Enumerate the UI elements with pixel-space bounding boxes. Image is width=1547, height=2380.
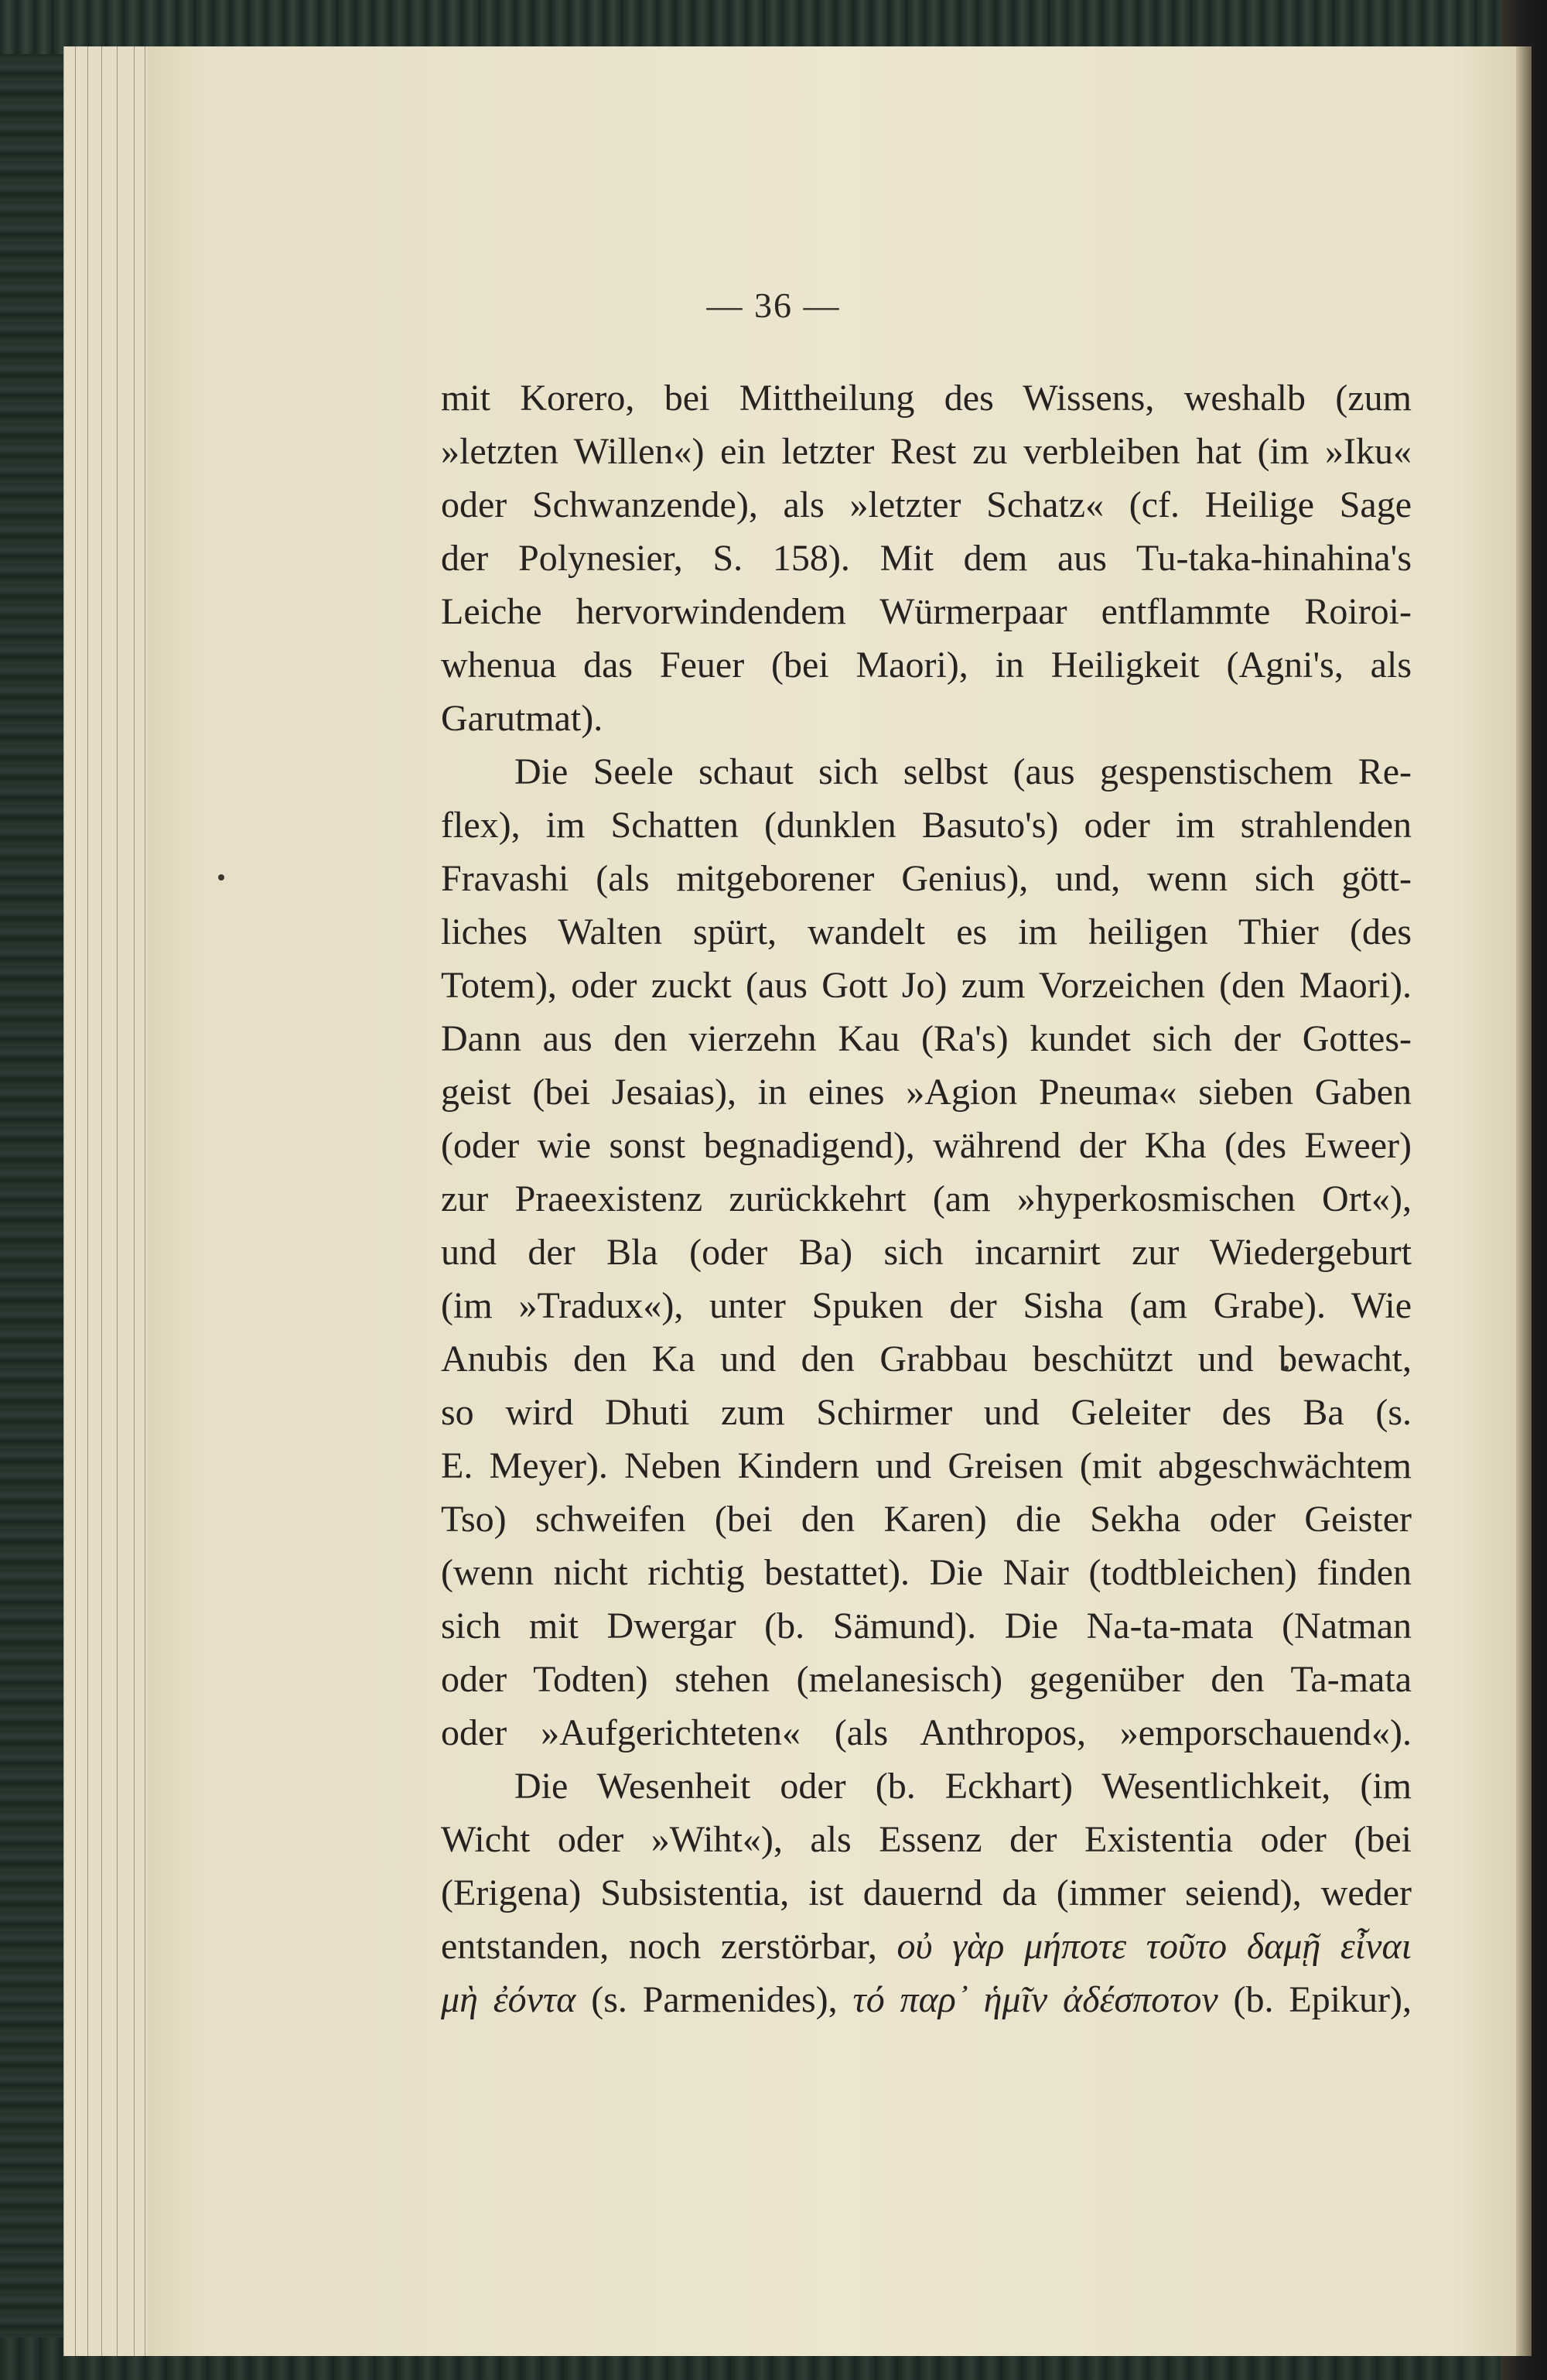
text-line: liches Walten spürt, wandelt es im heiligen Thier (des [441,911,1412,952]
text-line: mit Korero, bei Mittheilung des Wissens, weshalb (zum [441,378,1412,419]
text-line: whenua das Feuer (bei Maori), in Heiligkeit (Agni's, als [441,645,1412,686]
text-span: (s. Parmenides), [575,1979,853,2020]
page-leaf [134,46,135,2356]
text-line: Die Seele schaut sich selbst (aus gespenstischem Re- [514,751,1412,792]
text-line: (Erigena) Subsistentia, ist dauernd da (immer seiend), weder [441,1872,1412,1913]
text-line: oder Todten) stehen (melanesisch) gegenüber den Ta-mata [441,1659,1412,1700]
ink-speck [218,874,224,881]
text-line: Dann aus den vierzehn Kau (Ra's) kundet sich der Gottes- [441,1018,1412,1059]
text-line: zur Praeexistenz zurückkehrt (am »hyperkosmischen Ort«), [441,1178,1412,1219]
text-span: (b. Epikur), [1217,1979,1412,2020]
book-binding [0,0,73,2380]
text-line: Wicht oder »Wiht«), als Essenz der Existentia oder (bei [441,1819,1412,1860]
text-line: und der Bla (oder Ba) sich incarnirt zur Wiedergeburt [441,1232,1412,1273]
text-line: Fravashi (als mitgeborener Genius), und, wenn sich gött- [441,858,1412,899]
text-line: oder Schwanzende), als »letzter Schatz« (cf. Heilige Sage [441,484,1412,525]
greek-quote: μὴ ἐόντα [441,1979,576,2020]
text-line [441,1973,1412,2026]
page-leaf [87,46,88,2356]
text-line: flex), im Schatten (dunklen Basuto's) oder im strahlenden [441,805,1412,846]
text-line: Leiche hervorwindendem Würmerpaar entflammte Roiroi- [441,591,1412,632]
page-number: — 36 — [706,286,841,325]
text-line: Tso) schweifen (bei den Karen) die Sekha oder Geister [441,1499,1412,1540]
text-line: geist (bei Jesaias), in eines »Agion Pneuma« sieben Gaben [441,1072,1412,1113]
text-line: Die Wesenheit oder (b. Eckhart) Wesentlichkeit, (im [514,1766,1412,1807]
text-line: (wenn nicht richtig bestattet). Die Nair (todtbleichen) finden [441,1552,1412,1593]
text-span: entstanden, noch zerstörbar, [441,1926,897,1967]
text-line: Garutmat). [441,698,603,739]
text-line: oder »Aufgerichteten« (als Anthropos, »emporschauend«). [441,1712,1412,1753]
page-leaf [75,46,76,2356]
text-line: Totem), oder zuckt (aus Gott Jo) zum Vorzeichen (den Maori). [441,965,1412,1006]
page-edge-shadow [1516,46,1532,2356]
text-line: (im »Tradux«), unter Spuken der Sisha (am Grabe). Wie [441,1285,1412,1326]
text-line: E. Meyer). Neben Kindern und Greisen (mit abgeschwächtem [441,1445,1412,1486]
text-line: der Polynesier, S. 158). Mit dem aus Tu-taka-hinahina's [441,538,1412,579]
text-line [441,1920,1412,1973]
text-line: »letzten Willen«) ein letzter Rest zu verbleiben hat (im »Iku« [441,431,1412,472]
page-leaf [117,46,118,2356]
text-line: (oder wie sonst begnadigend), während der Kha (des Eweer) [441,1125,1412,1166]
greek-quote: οὐ γὰρ μήποτε τοῦτο δαμῇ εἶναι [896,1926,1412,1967]
body-text [441,371,1412,2026]
text-line: so wird Dhuti zum Schirmer und Geleiter des Ba (s. [441,1392,1412,1433]
page-leaf [101,46,102,2356]
text-line: sich mit Dwergar (b. Sämund). Die Na-ta-mata (Natman [441,1605,1412,1647]
text-line: Anubis den Ka und den Grabbau beschützt und bewacht, [441,1339,1412,1380]
greek-quote: τό παρ᾽ ἡμῖν ἀδέσποτον [852,1979,1218,2020]
